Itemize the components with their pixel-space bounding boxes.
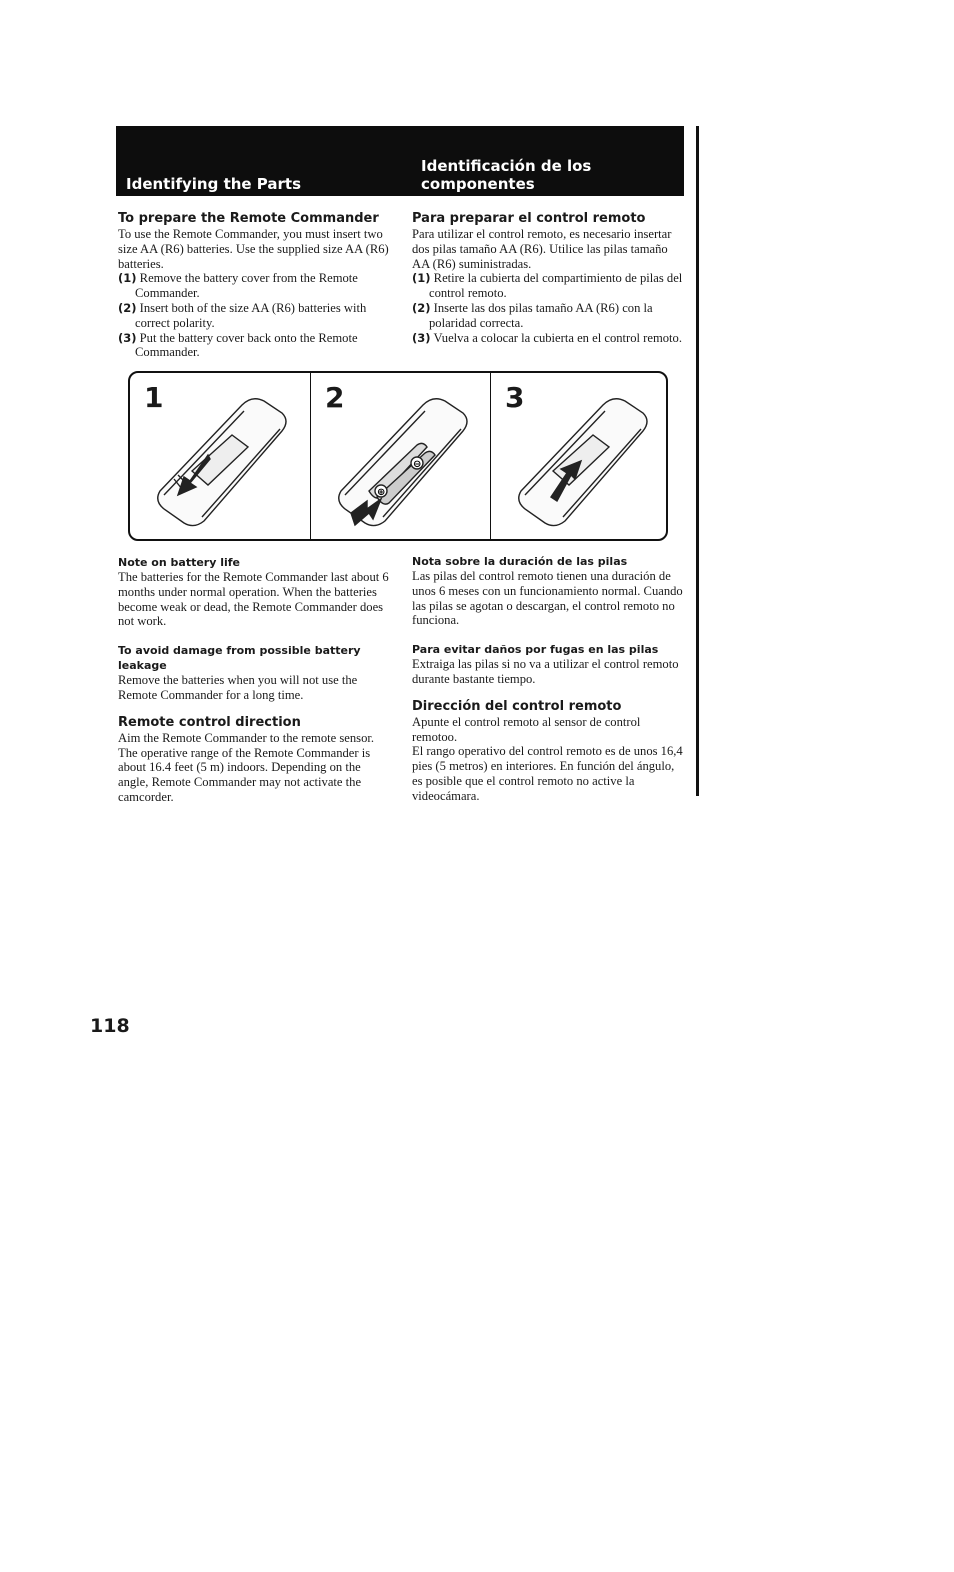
figure-panel-2 (310, 373, 491, 539)
avoid-text-es: Extraiga las pilas si no va a utilizar el control remoto durante bastante tiempo. (412, 657, 679, 686)
avoid-title-es: Para evitar daños por fugas en las pilas (412, 643, 659, 657)
prepare-intro-es: Para utilizar el control remoto, es necesario insertar dos pilas tamaño AA (R6). Utilice las pilas tamaño AA (R6) suministradas. (412, 227, 672, 271)
note-text-en: The batteries for the Remote Commander last about 6 months under normal operation. When the batteries become weak or dead, the Remote Commander does not work. (118, 570, 389, 629)
note-title-en: Note on battery life (118, 556, 241, 569)
notes-section-es (412, 554, 684, 804)
battery-installation-figure (128, 371, 668, 541)
step-1-es: (1) Retire la cubierta del compartimiento de pilas del control remoto. (412, 271, 683, 301)
page-edge-rule (696, 126, 699, 796)
figure-panel-3 (490, 373, 668, 539)
direction-text2-en: The operative range of the Remote Commander is about 16.4 feet (5 m) indoors. Depending on the angle, Remote Commander may not activate the camcorder. (118, 745, 371, 804)
avoid-text-en: Remove the batteries when you will not use the Remote Commander for a long time. (118, 673, 358, 702)
note-title-es: Nota sobre la duración de las pilas (412, 555, 628, 568)
prepare-section-es (412, 211, 684, 345)
direction-text2-es: El rango operativo del control remoto es de unos 16,4 pies (5 metros) en interiores. En función del ángulo, es posible que el control remoto no active la videocámara. (412, 744, 683, 803)
notes-section-en (118, 555, 390, 805)
prepare-section-en (118, 211, 390, 360)
step-3-es: (3) Vuelva a colocar la cubierta en el control remoto. (412, 330, 682, 345)
prepare-intro-en: To use the Remote Commander, you must insert two size AA (R6) batteries. Use the supplied size AA (R6) batteries. (118, 227, 389, 271)
avoid-title-en: To avoid damage from possible battery leakage (118, 644, 361, 673)
minus-polarity-label: ⊖ (413, 459, 422, 470)
figure-panel-1 (130, 373, 310, 539)
section-title-es: Identificación de los componentes (421, 157, 592, 193)
remote-open-cover-icon (130, 373, 310, 541)
remote-close-cover-icon (491, 373, 668, 541)
prepare-title-es: Para preparar el control remoto (412, 211, 646, 226)
remote-insert-batteries-icon (311, 373, 491, 541)
note-text-es: Las pilas del control remoto tienen una duración de unos 6 meses con un funcionamiento normal. Cuando las pilas se agotan o descargan, el control remoto no funciona. (412, 569, 683, 628)
direction-text1-en: Aim the Remote Commander to the remote sensor. (118, 730, 375, 745)
direction-text1-es: Apunte el control remoto al sensor de control remotoo. (412, 714, 641, 744)
step-2-es: (2) Inserte las dos pilas tamaño AA (R6) con la polaridad correcta. (412, 300, 653, 330)
step-2-en: (2) Insert both of the size AA (R6) batteries with correct polarity. (118, 300, 367, 330)
page-number: 118 (90, 1015, 130, 1037)
direction-title-es: Dirección del control remoto (412, 698, 622, 714)
panel-number-2: 2 (325, 381, 345, 414)
section-title-en: Identifying the Parts (126, 175, 302, 193)
panel-number-3: 3 (505, 381, 525, 414)
step-3-en: (3) Put the battery cover back onto the Remote Commander. (118, 330, 358, 360)
step-1-en: (1) Remove the battery cover from the Remote Commander. (118, 271, 358, 301)
panel-number-1: 1 (144, 381, 164, 414)
direction-title-en: Remote control direction (118, 714, 301, 730)
prepare-title-en: To prepare the Remote Commander (118, 211, 379, 226)
plus-polarity-label: ⊕ (377, 487, 386, 498)
